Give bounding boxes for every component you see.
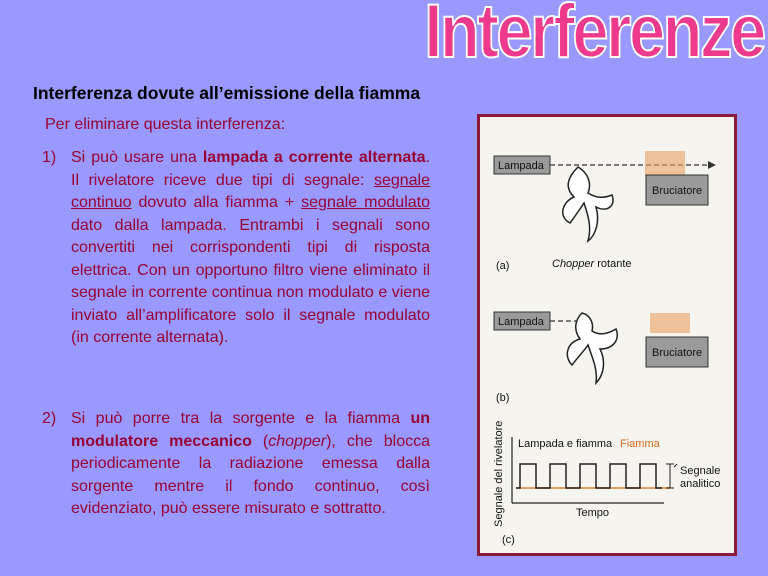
panel-label-a: (a) xyxy=(496,260,510,272)
burner-label: Bruciatore xyxy=(652,347,703,359)
panel-a xyxy=(494,151,716,272)
list-number: 1) xyxy=(42,149,57,166)
list-item-1 xyxy=(42,147,430,350)
arrow-head-icon xyxy=(708,161,716,169)
intro-text: Per eliminare questa interferenza: xyxy=(45,116,286,133)
legend-flame: Fiamma xyxy=(620,438,660,450)
y-axis-label: Segnale del rivelatore xyxy=(493,420,505,527)
chopper-diagram xyxy=(480,117,734,553)
panel-b xyxy=(494,312,708,404)
flame xyxy=(645,151,685,177)
x-axis-label: Tempo xyxy=(576,507,610,519)
list-item-text: Si può usare una lampada a corrente alternata. Il rivelatore riceve due tipi di segnale: segnale continuo dovuto alla fiamma + segnale modulato dato dalla lampada. Entrambi i segnali sono convertiti nei corrispondenti tipi di risposta elettrica. Con un opportuno filtro viene eliminato il segnale in corrente continua non modulato e viene inviato all’amplificatore solo il segnale modulato (in corrente alternata). xyxy=(71,149,431,346)
lamp-label: Lampada xyxy=(498,316,544,328)
svg-text:Chopper rotante: Chopper rotante xyxy=(552,258,632,270)
panel-c xyxy=(493,421,720,546)
lamp-label: Lampada xyxy=(498,160,544,172)
slide-title: Interferenze xyxy=(424,0,764,74)
list-item-text: Si può porre tra la sorgente e la fiamma un modulatore meccanico (chopper), che blocca periodicamente la radiazione emessa dalla sorgente mentre il fondo continuo, così evidenziato, può essere misurato e sottratto. xyxy=(71,410,430,517)
chopper-figure xyxy=(477,114,737,556)
burner-label: Bruciatore xyxy=(652,185,703,197)
signal-label: Segnale xyxy=(680,465,721,477)
panel-label-c: (c) xyxy=(502,534,515,546)
modulated-signal xyxy=(516,464,662,488)
chopper-icon xyxy=(563,167,613,241)
list-item-2 xyxy=(42,408,430,521)
flame xyxy=(650,313,690,333)
slide-subtitle: Interferenza dovute all’emissione della fiamma xyxy=(33,83,421,103)
panel-label-b: (b) xyxy=(496,392,510,404)
legend-lamp-flame: Lampada e fiamma xyxy=(518,438,613,450)
list-number: 2) xyxy=(42,410,57,427)
signal-label-2: analitico xyxy=(680,478,721,490)
chopper-icon xyxy=(567,313,617,383)
